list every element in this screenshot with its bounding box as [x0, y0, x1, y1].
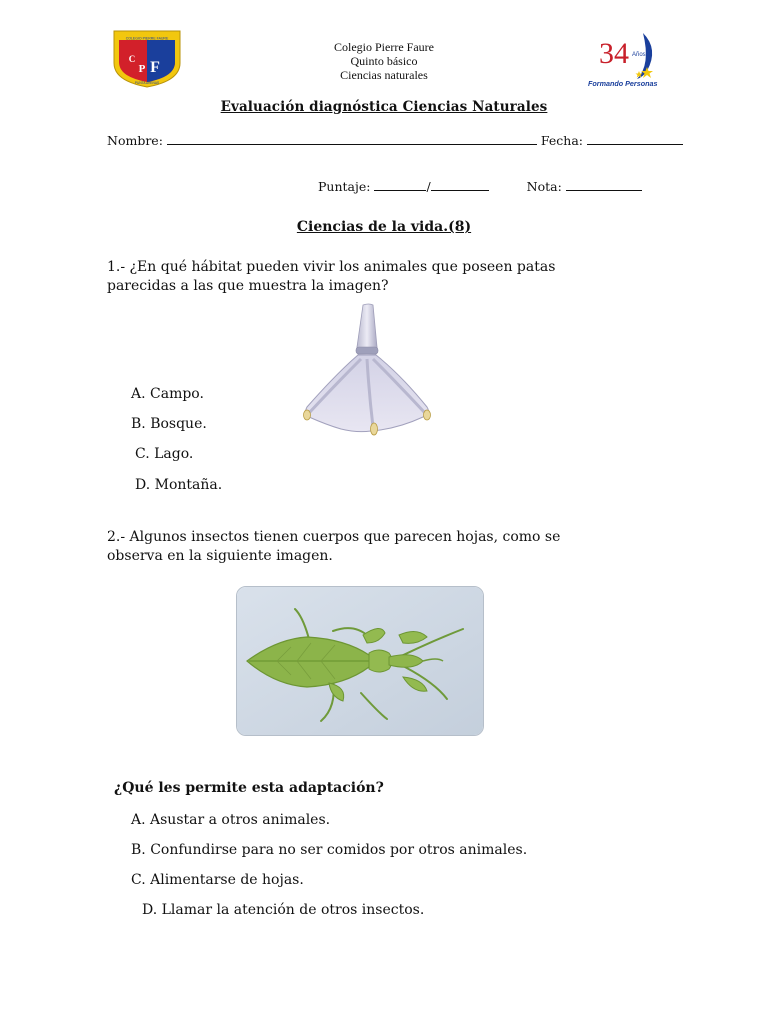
- question-2-option-d[interactable]: D. Llamar la atención de otros insectos.: [142, 902, 425, 918]
- question-1-line-2: parecidas a las que muestra la imagen?: [107, 278, 389, 294]
- score-label: Puntaje:: [318, 179, 371, 194]
- logo-ring-text: COLEGIO PIERRE FAURE: [125, 36, 169, 41]
- question-1-option-a[interactable]: A. Campo.: [131, 386, 204, 402]
- score-row: [318, 179, 642, 194]
- school-logo: [111, 29, 183, 89]
- subject-name: Ciencias naturales: [340, 68, 428, 82]
- question-2-option-a[interactable]: A. Asustar a otros animales.: [131, 812, 331, 828]
- anniversary-34-icon: [585, 27, 659, 89]
- grade-label: Nota:: [526, 179, 562, 194]
- section-title: Ciencias de la vida.(8): [296, 219, 472, 235]
- name-row: [107, 133, 683, 148]
- name-field[interactable]: [167, 133, 537, 145]
- score-obtained-field[interactable]: [374, 179, 426, 191]
- leaf-insect-icon: [237, 587, 483, 735]
- anniversary-logo: [585, 27, 659, 89]
- question-1-option-d[interactable]: D. Montaña.: [135, 477, 223, 493]
- header-text-block: [284, 40, 484, 82]
- anniversary-number: 34: [599, 37, 629, 70]
- question-1-option-b[interactable]: B. Bosque.: [131, 416, 207, 432]
- logo-bottom-text: PUNTA ARENAS: [134, 81, 160, 85]
- question-2-option-b[interactable]: B. Confundirse para no ser comidos por otros animales.: [131, 842, 528, 858]
- question-2-option-c[interactable]: C. Alimentarse de hojas.: [131, 872, 304, 888]
- question-1-text: [107, 258, 677, 296]
- grade-field[interactable]: [566, 179, 642, 191]
- date-label: Fecha:: [540, 133, 583, 148]
- school-shield-icon: [111, 29, 183, 89]
- question-2-line-2: observa en la siguiente imagen.: [107, 548, 333, 564]
- question-2-line-1: 2.- Algunos insectos tienen cuerpos que parecen hojas, como se: [107, 529, 561, 545]
- question-1-option-c[interactable]: C. Lago.: [135, 446, 194, 462]
- question-1-line-1: 1.- ¿En qué hábitat pueden vivir los animales que poseen patas: [107, 259, 556, 275]
- question-2-subquestion: ¿Qué les permite esta adaptación?: [114, 780, 384, 796]
- webbed-foot-icon: [297, 303, 435, 439]
- date-field[interactable]: [587, 133, 683, 145]
- leaf-insect-image: [236, 586, 484, 736]
- logo-letter-c: C: [128, 54, 136, 64]
- logo-letter-f: F: [150, 59, 160, 76]
- logo-letter-p: P: [138, 63, 146, 75]
- name-label: Nombre:: [107, 133, 163, 148]
- score-total-field[interactable]: [431, 179, 489, 191]
- anniversary-slogan: Formando Personas: [588, 79, 658, 88]
- question-2-text: [107, 528, 677, 566]
- page-title: Evaluación diagnóstica Ciencias Naturales: [220, 99, 548, 115]
- webbed-foot-image: [297, 303, 435, 439]
- grade-level: Quinto básico: [350, 54, 418, 68]
- anniversary-years: Años: [632, 52, 646, 58]
- school-name: Colegio Pierre Faure: [334, 40, 434, 54]
- score-separator: /: [426, 179, 431, 194]
